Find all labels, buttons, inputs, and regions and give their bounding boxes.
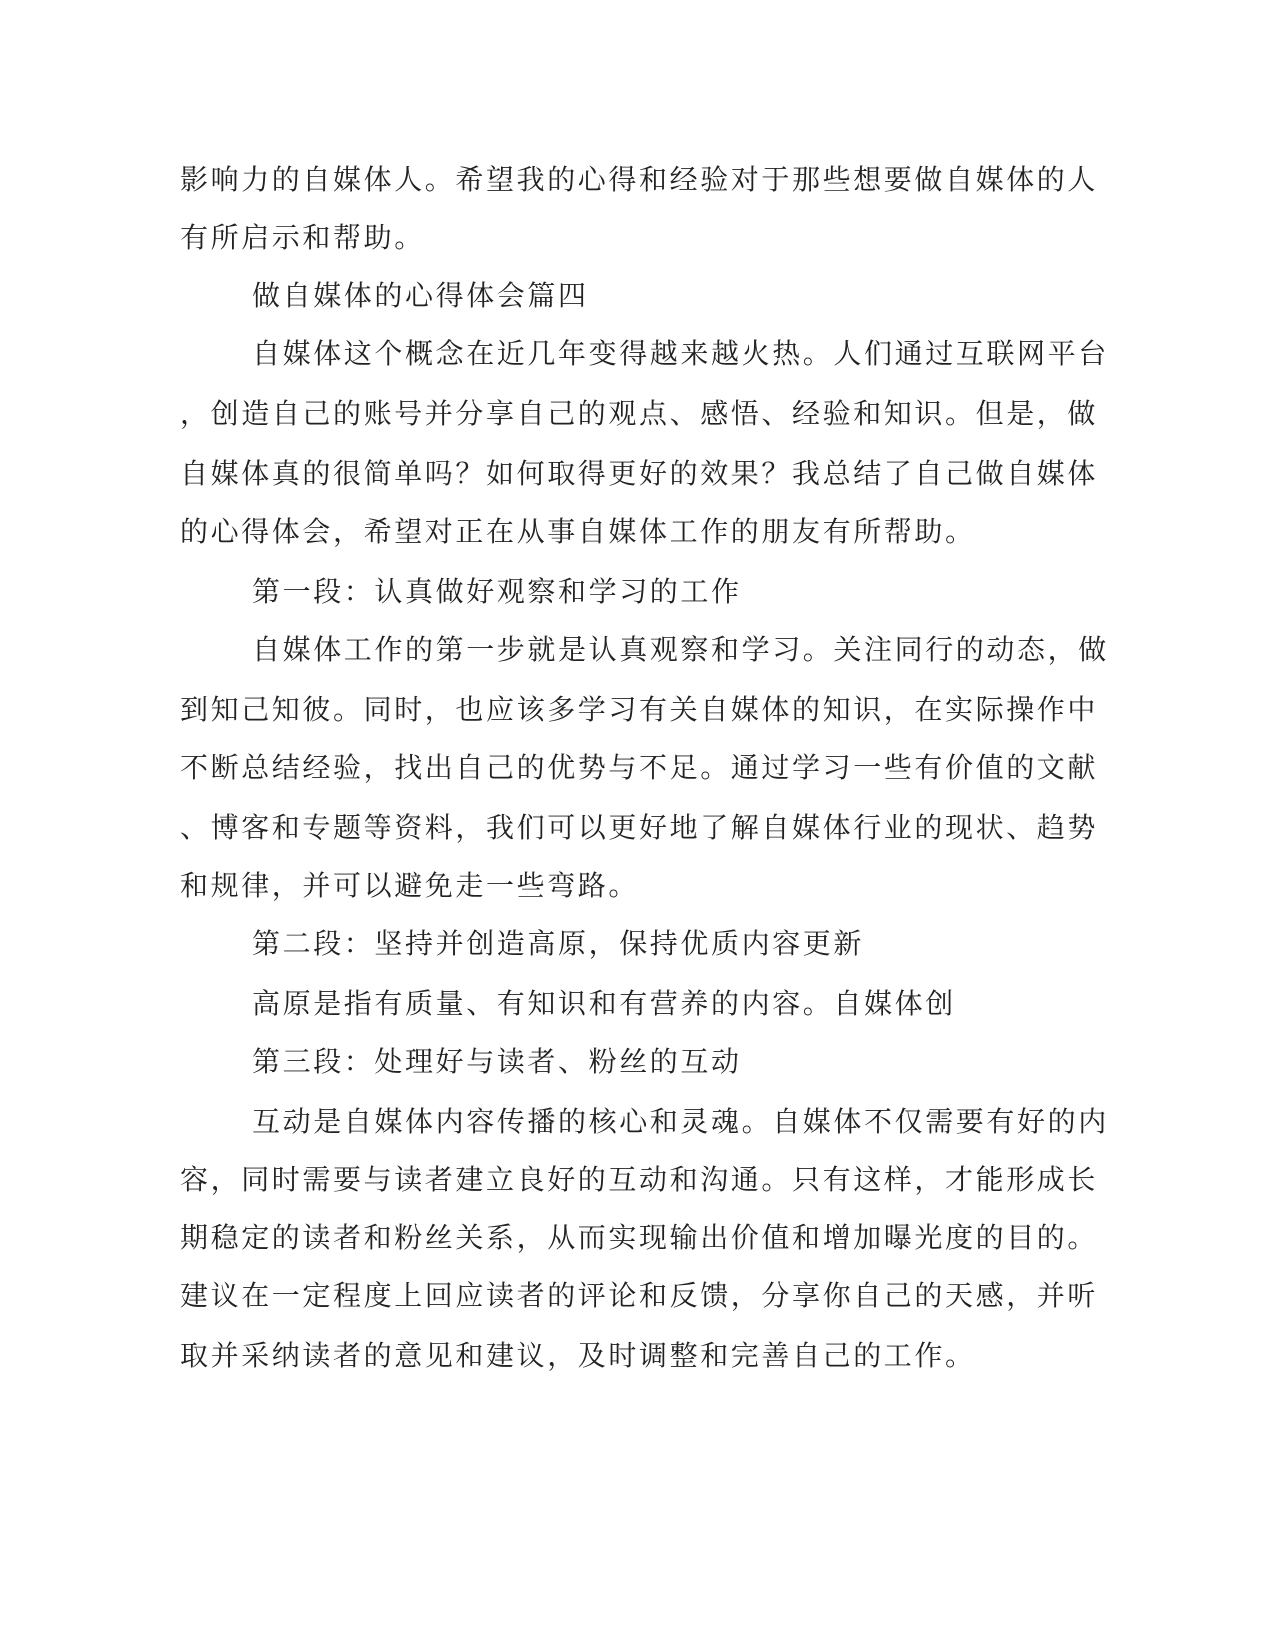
subheading: 第三段：处理好与读者、粉丝的互动 [252, 1045, 742, 1078]
paragraph-line: 期稳定的读者和粉丝关系，从而实现输出价值和增加曝光度的目的。 [180, 1221, 1099, 1254]
paragraph-line: 自媒体工作的第一步就是认真观察和学习。关注同行的动态，做 [252, 633, 1109, 666]
paragraph-line: 自媒体这个概念在近几年变得越来越火热。人们通过互联网平台 [252, 337, 1109, 370]
text-line: 有所启示和帮助。 [180, 221, 425, 254]
paragraph-line: 取并采纳读者的意见和建议，及时调整和完善自己的工作。 [180, 1339, 976, 1372]
paragraph-line: 互动是自媒体内容传播的核心和灵魂。自媒体不仅需要有好的内 [252, 1105, 1109, 1138]
paragraph-line: 不断总结经验，找出自己的优势与不足。通过学习一些有价值的文献 [180, 751, 1099, 784]
section-heading: 做自媒体的心得体会篇四 [252, 279, 589, 312]
paragraph-line: 容，同时需要与读者建立良好的互动和沟通。只有这样，才能形成长 [180, 1163, 1099, 1196]
text-line: 影响力的自媒体人。希望我的心得和经验对于那些想要做自媒体的人 [180, 163, 1099, 196]
paragraph-line: ，创造自己的账号并分享自己的观点、感悟、经验和知识。但是，做 [180, 397, 1099, 430]
subheading: 第二段：坚持并创造高原，保持优质内容更新 [252, 927, 865, 960]
paragraph-line: 自媒体真的很简单吗？如何取得更好的效果？我总结了自己做自媒体 [180, 457, 1099, 490]
paragraph-line: 、博客和专题等资料，我们可以更好地了解自媒体行业的现状、趋势 [180, 811, 1099, 844]
paragraph-line: 到知己知彼。同时，也应该多学习有关自媒体的知识，在实际操作中 [180, 693, 1099, 726]
paragraph-line: 的心得体会，希望对正在从事自媒体工作的朋友有所帮助。 [180, 515, 976, 548]
paragraph-line: 建议在一定程度上回应读者的评论和反馈，分享你自己的天感，并听 [180, 1279, 1099, 1312]
subheading: 第一段：认真做好观察和学习的工作 [252, 575, 742, 608]
paragraph-line: 高原是指有质量、有知识和有营养的内容。自媒体创 [252, 987, 956, 1020]
paragraph-line: 和规律，并可以避免走一些弯路。 [180, 869, 640, 902]
